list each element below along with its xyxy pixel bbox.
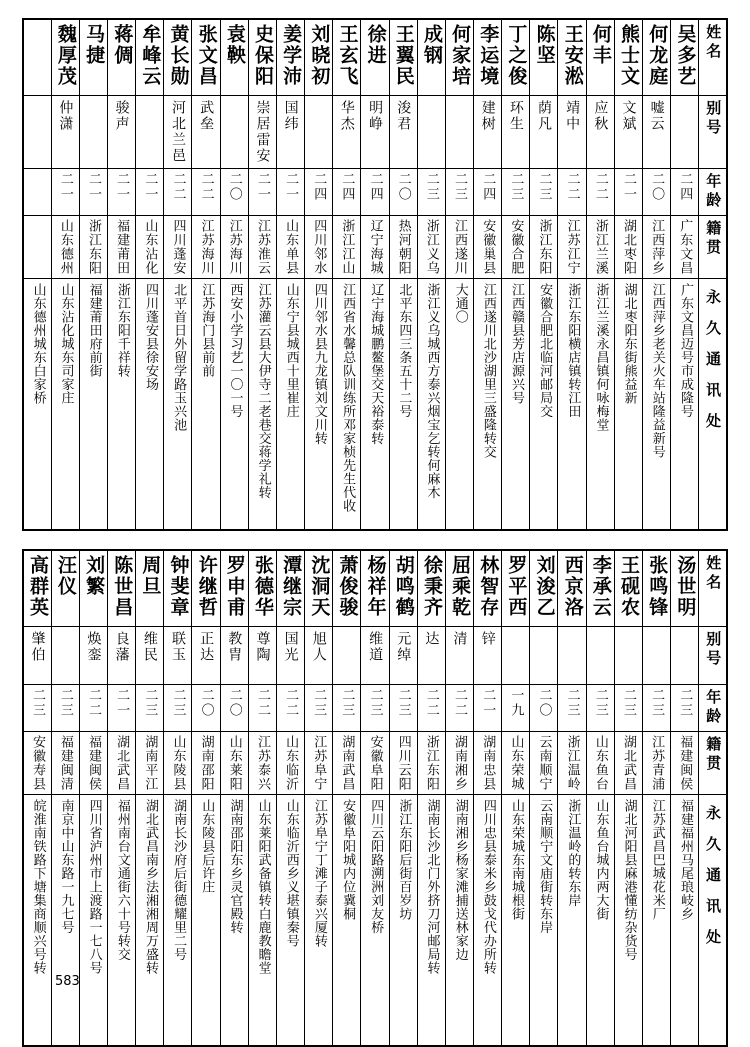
cell-native [23, 215, 51, 278]
cell-age: 二二 [276, 684, 304, 731]
cell-name: 张文昌 [192, 19, 220, 95]
cell-alias: 肇伯 [23, 626, 51, 684]
cell-address: 西安小学习艺一〇一号 [220, 278, 248, 530]
cell-age: 二一 [276, 168, 304, 215]
cell-age: 二三 [305, 684, 333, 731]
cell-address: 福建福州马尾琅岐乡 [671, 794, 699, 1046]
cell-native: 山东沾化 [136, 215, 164, 278]
cell-name: 汪仪 [51, 550, 79, 626]
row-label-name: 姓名 [699, 19, 727, 95]
cell-native: 四川蓬安 [164, 215, 192, 278]
cell-native: 山东临沂 [276, 731, 304, 794]
cell-alias [530, 626, 558, 684]
cell-address: 福州南台文通街六十号转交 [107, 794, 135, 1046]
cell-address: 山东德州城东白家桥 [23, 278, 51, 530]
cell-age: 二三 [333, 684, 361, 731]
cell-native: 山东鱼台 [586, 731, 614, 794]
cell-native: 山东荣城 [502, 731, 530, 794]
cell-name: 成钢 [417, 19, 445, 95]
cell-address: 四川云阳路溯洲刘友桥 [361, 794, 389, 1046]
cell-address: 山东鱼台城内两大街 [586, 794, 614, 1046]
row-label-native: 籍贯 [699, 215, 727, 278]
cell-name: 刘浚乙 [530, 550, 558, 626]
cell-age: 二三 [558, 684, 586, 731]
cell-native: 四川邻水 [305, 215, 333, 278]
cell-address: 四川邻水县九龙镇刘文川转 [305, 278, 333, 530]
cell-native: 湖北武昌 [614, 731, 642, 794]
cell-native: 福建莆田 [107, 215, 135, 278]
cell-alias: 旭人 [305, 626, 333, 684]
cell-alias [586, 626, 614, 684]
cell-age: 二一 [107, 168, 135, 215]
cell-alias: 华杰 [333, 95, 361, 168]
cell-address: 江苏灌云县大伊寺二老巷交蒋学礼转 [248, 278, 276, 530]
cell-address: 湖北枣阳东街熊益新 [614, 278, 642, 530]
cell-name: 王安淞 [558, 19, 586, 95]
cell-name: 李承云 [586, 550, 614, 626]
cell-address: 山东沾化城东司家庄 [51, 278, 79, 530]
cell-alias [51, 626, 79, 684]
cell-age: 二四 [671, 168, 699, 215]
cell-name: 牟峰云 [136, 19, 164, 95]
cell-name: 萧俊骏 [333, 550, 361, 626]
cell-name: 黄长勋 [164, 19, 192, 95]
cell-alias: 河北兰邑 [164, 95, 192, 168]
cell-alias [502, 626, 530, 684]
cell-name: 汤世明 [671, 550, 699, 626]
cell-age: 二一 [136, 168, 164, 215]
cell-name: 何龙庭 [642, 19, 670, 95]
cell-address: 浙江东阳千祥转 [107, 278, 135, 530]
cell-alias: 仲潇 [51, 95, 79, 168]
cell-alias [23, 95, 51, 168]
cell-address: 山东临沂西乡义堪镇秦号 [276, 794, 304, 1046]
cell-address: 北平首日外留学路玉兴池 [164, 278, 192, 530]
cell-native: 福建闽清 [51, 731, 79, 794]
row-label-address: 永久通讯处 [699, 794, 727, 1046]
cell-native: 浙江东阳 [417, 731, 445, 794]
cell-address: 浙江东阳横店镇转江田 [558, 278, 586, 530]
cell-native: 江苏江宁 [558, 215, 586, 278]
cell-address: 安徽合肥北临河邮局交 [530, 278, 558, 530]
cell-name: 姜学沛 [276, 19, 304, 95]
cell-native: 江苏海川 [220, 215, 248, 278]
cell-address: 四川省泸州市上渡路一七八号 [79, 794, 107, 1046]
cell-age: 二四 [305, 168, 333, 215]
cell-age: 二三 [586, 684, 614, 731]
table-row-native-bottom [23, 731, 727, 794]
cell-address: 浙江温岭的转东岸 [558, 794, 586, 1046]
cell-name: 熊士文 [614, 19, 642, 95]
cell-age: 二二 [79, 684, 107, 731]
cell-native: 浙江兰溪 [586, 215, 614, 278]
table-row-name-bottom [23, 550, 727, 626]
cell-age: 二二 [248, 684, 276, 731]
cell-native: 福建闽侯 [79, 731, 107, 794]
cell-alias [671, 95, 699, 168]
cell-native: 浙江江山 [333, 215, 361, 278]
cell-address: 福建莆田府前街 [79, 278, 107, 530]
cell-address: 大通〇 [445, 278, 473, 530]
cell-address: 广东文昌迈号市成隆号 [671, 278, 699, 530]
cell-age: 二〇 [389, 168, 417, 215]
cell-native: 浙江东阳 [79, 215, 107, 278]
cell-alias: 焕銮 [79, 626, 107, 684]
cell-name: 刘繁 [79, 550, 107, 626]
cell-name: 钟斐章 [164, 550, 192, 626]
cell-address: 南京中山东路一九七号 [51, 794, 79, 1046]
cell-name: 高群英 [23, 550, 51, 626]
cell-native: 湖北枣阳 [614, 215, 642, 278]
cell-alias [614, 626, 642, 684]
cell-alias: 明峥 [361, 95, 389, 168]
cell-alias [220, 95, 248, 168]
cell-alias: 文斌 [614, 95, 642, 168]
cell-native: 山东单县 [276, 215, 304, 278]
cell-native: 湖南忠县 [474, 731, 502, 794]
cell-age: 二三 [614, 684, 642, 731]
cell-name: 杨祥年 [361, 550, 389, 626]
cell-alias: 骏声 [107, 95, 135, 168]
roster-table-top [22, 18, 728, 531]
cell-name: 张德华 [248, 550, 276, 626]
cell-address: 江西萍乡老关火车站隆益新号 [642, 278, 670, 530]
cell-alias: 尊陶 [248, 626, 276, 684]
cell-alias: 武垒 [192, 95, 220, 168]
cell-alias: 荫凡 [530, 95, 558, 168]
cell-native: 江苏泰兴 [248, 731, 276, 794]
cell-native: 浙江温岭 [558, 731, 586, 794]
row-label-age: 年龄 [699, 684, 727, 731]
cell-age: 二二 [417, 684, 445, 731]
cell-age: 二一 [79, 168, 107, 215]
cell-address: 江苏武昌巴城花米厂 [642, 794, 670, 1046]
cell-alias: 清 [445, 626, 473, 684]
cell-address: 湖南湘乡杨家滩捕送林家边 [445, 794, 473, 1046]
cell-alias [558, 626, 586, 684]
cell-age: 二三 [23, 684, 51, 731]
cell-name: 林智存 [474, 550, 502, 626]
cell-alias: 靖中 [558, 95, 586, 168]
row-label-age: 年龄 [699, 168, 727, 215]
cell-native: 湖南平江 [136, 731, 164, 794]
cell-alias: 维民 [136, 626, 164, 684]
cell-address: 浙江东阳后街百岁坊 [389, 794, 417, 1046]
cell-native: 湖南邵阳 [192, 731, 220, 794]
cell-native: 安徽阜阳 [361, 731, 389, 794]
cell-native: 山东陵县 [164, 731, 192, 794]
cell-name: 丁之俊 [502, 19, 530, 95]
cell-native: 福建闽侯 [671, 731, 699, 794]
cell-age: 二一 [51, 168, 79, 215]
cell-native: 安徽巢县 [474, 215, 502, 278]
cell-age: 一九 [502, 684, 530, 731]
cell-alias: 良藩 [107, 626, 135, 684]
cell-name: 胡鸣鹤 [389, 550, 417, 626]
cell-name: 吴多艺 [671, 19, 699, 95]
cell-name: 史保阳 [248, 19, 276, 95]
cell-alias: 教胄 [220, 626, 248, 684]
cell-age: 二二 [558, 168, 586, 215]
cell-alias: 建树 [474, 95, 502, 168]
cell-alias: 维道 [361, 626, 389, 684]
cell-alias [333, 626, 361, 684]
cell-address: 湖南长沙府后街德耀里二号 [164, 794, 192, 1046]
cell-age: 二三 [502, 168, 530, 215]
cell-age: 二三 [164, 684, 192, 731]
cell-alias: 崇居雷安 [248, 95, 276, 168]
cell-alias [79, 95, 107, 168]
cell-native: 湖南湘乡 [445, 731, 473, 794]
cell-name: 西京洛 [558, 550, 586, 626]
cell-name: 马捷 [79, 19, 107, 95]
cell-name: 罗平西 [502, 550, 530, 626]
cell-native: 江苏青浦 [642, 731, 670, 794]
cell-address: 湖北武昌南乡法湘湘周万盛转 [136, 794, 164, 1046]
cell-age: 二三 [136, 684, 164, 731]
cell-address: 北平东四三条五十二号 [389, 278, 417, 530]
cell-native: 江苏海川 [192, 215, 220, 278]
cell-name: 罗申甫 [220, 550, 248, 626]
cell-age: 二四 [333, 168, 361, 215]
cell-name: 屈乘乾 [445, 550, 473, 626]
cell-address: 湖南长沙北门外挤刀河邮局转 [417, 794, 445, 1046]
cell-name: 李运境 [474, 19, 502, 95]
cell-age: 二二 [445, 684, 473, 731]
cell-name [23, 19, 51, 95]
cell-native: 广东文昌 [671, 215, 699, 278]
row-label-native: 籍贯 [699, 731, 727, 794]
cell-alias [445, 95, 473, 168]
cell-alias [417, 95, 445, 168]
table-row-age-bottom [23, 684, 727, 731]
cell-name: 周旦 [136, 550, 164, 626]
cell-address: 四川蓬安县徐安场 [136, 278, 164, 530]
cell-native: 江西遂川 [445, 215, 473, 278]
cell-name: 蒋倜 [107, 19, 135, 95]
cell-age: 二三 [671, 684, 699, 731]
cell-age: 二一 [614, 168, 642, 215]
table-row-age-top [23, 168, 727, 215]
cell-address: 浙江义乌城西方泰兴烟宝乞转何麻木 [417, 278, 445, 530]
table-row-alias-bottom [23, 626, 727, 684]
cell-address: 山东陵县后许庄 [192, 794, 220, 1046]
cell-name: 何家培 [445, 19, 473, 95]
cell-native: 安徽合肥 [502, 215, 530, 278]
cell-native: 浙江义乌 [417, 215, 445, 278]
cell-address: 湖南邵阳东乡灵官殿转 [220, 794, 248, 1046]
cell-native: 辽宁海城 [361, 215, 389, 278]
cell-alias [671, 626, 699, 684]
cell-name: 许继哲 [192, 550, 220, 626]
cell-name: 徐进 [361, 19, 389, 95]
table-row-address-bottom [23, 794, 727, 1046]
table-row-alias-top [23, 95, 727, 168]
cell-alias: 达 [417, 626, 445, 684]
cell-address: 浙江兰溪永昌镇何咏梅堂 [586, 278, 614, 530]
cell-alias: 锌 [474, 626, 502, 684]
cell-age: 二三 [51, 684, 79, 731]
cell-native: 山东莱阳 [220, 731, 248, 794]
cell-alias: 元绰 [389, 626, 417, 684]
cell-name: 王翼民 [389, 19, 417, 95]
cell-age: 二二 [586, 168, 614, 215]
cell-native: 四川云阳 [389, 731, 417, 794]
table-row-name-top [23, 19, 727, 95]
cell-native: 江苏阜宁 [305, 731, 333, 794]
cell-age: 二一 [474, 684, 502, 731]
cell-age: 二三 [389, 684, 417, 731]
cell-native: 江苏淮云 [248, 215, 276, 278]
cell-native: 热河朝阳 [389, 215, 417, 278]
table-row-address-top [23, 278, 727, 530]
cell-age: 二〇 [220, 168, 248, 215]
cell-address: 四川忠县泰米乡鼓戈代办所转 [474, 794, 502, 1046]
cell-alias [642, 626, 670, 684]
cell-alias: 联玉 [164, 626, 192, 684]
cell-age: 二三 [417, 168, 445, 215]
cell-age: 二〇 [642, 168, 670, 215]
cell-age: 二〇 [530, 684, 558, 731]
cell-alias: 应秋 [586, 95, 614, 168]
cell-alias: 浚君 [389, 95, 417, 168]
cell-name: 王玄飞 [333, 19, 361, 95]
cell-address: 江西省水馨总队训练所邓家桢先生代收 [333, 278, 361, 530]
cell-alias [136, 95, 164, 168]
cell-alias: 国光 [276, 626, 304, 684]
cell-name: 张鸣锋 [642, 550, 670, 626]
cell-age: 二四 [361, 168, 389, 215]
cell-address: 山东宁县城西十里崔庄 [276, 278, 304, 530]
cell-name: 沈洞天 [305, 550, 333, 626]
cell-age: 二三 [642, 684, 670, 731]
cell-age: 二一 [107, 684, 135, 731]
cell-address: 安徽阜阳城内位冀桐 [333, 794, 361, 1046]
cell-age: 二三 [361, 684, 389, 731]
cell-name: 陈世昌 [107, 550, 135, 626]
row-label-alias: 别号 [699, 626, 727, 684]
cell-age: 二一 [248, 168, 276, 215]
cell-native: 山东德州 [51, 215, 79, 278]
cell-native: 湖北武昌 [107, 731, 135, 794]
cell-age: 二〇 [192, 684, 220, 731]
cell-name: 袁鞅 [220, 19, 248, 95]
cell-native: 安徽寿县 [23, 731, 51, 794]
cell-address: 江苏阜宁丁滩子泰兴厦转 [305, 794, 333, 1046]
cell-name: 徐秉齐 [417, 550, 445, 626]
cell-name: 潭继宗 [276, 550, 304, 626]
cell-address: 辽宁海城鹏鳌堡交天裕泰转 [361, 278, 389, 530]
cell-native: 浙江东阳 [530, 215, 558, 278]
cell-age [23, 168, 51, 215]
table-row-native-top [23, 215, 727, 278]
cell-address: 湖北河阳县麻港懂纺杂货号 [614, 794, 642, 1046]
cell-native: 云南顺宁 [530, 731, 558, 794]
cell-address: 山东荣城东南城根街 [502, 794, 530, 1046]
row-label-alias: 别号 [699, 95, 727, 168]
cell-name: 何丰 [586, 19, 614, 95]
cell-address: 江西遂川北沙湖里三盛隆转交 [474, 278, 502, 530]
cell-address: 江苏海门县前前 [192, 278, 220, 530]
cell-native: 江西萍乡 [642, 215, 670, 278]
cell-address: 江西赣县芳店源兴号 [502, 278, 530, 530]
cell-alias: 环生 [502, 95, 530, 168]
cell-address: 皖淮南铁路下塘集商顺兴号转 [23, 794, 51, 1046]
cell-age: 二〇 [220, 684, 248, 731]
cell-age: 二二 [164, 168, 192, 215]
cell-age: 二三 [530, 168, 558, 215]
cell-alias: 正达 [192, 626, 220, 684]
cell-age: 二二 [192, 168, 220, 215]
row-label-name: 姓名 [699, 550, 727, 626]
cell-age: 二四 [474, 168, 502, 215]
cell-name: 刘晓初 [305, 19, 333, 95]
cell-alias: 国纬 [276, 95, 304, 168]
cell-native: 湖南武昌 [333, 731, 361, 794]
cell-alias: 嘘云 [642, 95, 670, 168]
cell-age: 二三 [445, 168, 473, 215]
row-label-address: 永久通讯处 [699, 278, 727, 530]
cell-alias [305, 95, 333, 168]
cell-name: 陈坚 [530, 19, 558, 95]
cell-name: 魏厚茂 [51, 19, 79, 95]
cell-address: 云南顺宁文庙街转东岸 [530, 794, 558, 1046]
roster-table-bottom [22, 549, 728, 1047]
cell-name: 王砚农 [614, 550, 642, 626]
page-number: 583 [55, 974, 80, 989]
cell-address: 山东莱阳武备镇转白鹿教瞻堂 [248, 794, 276, 1046]
